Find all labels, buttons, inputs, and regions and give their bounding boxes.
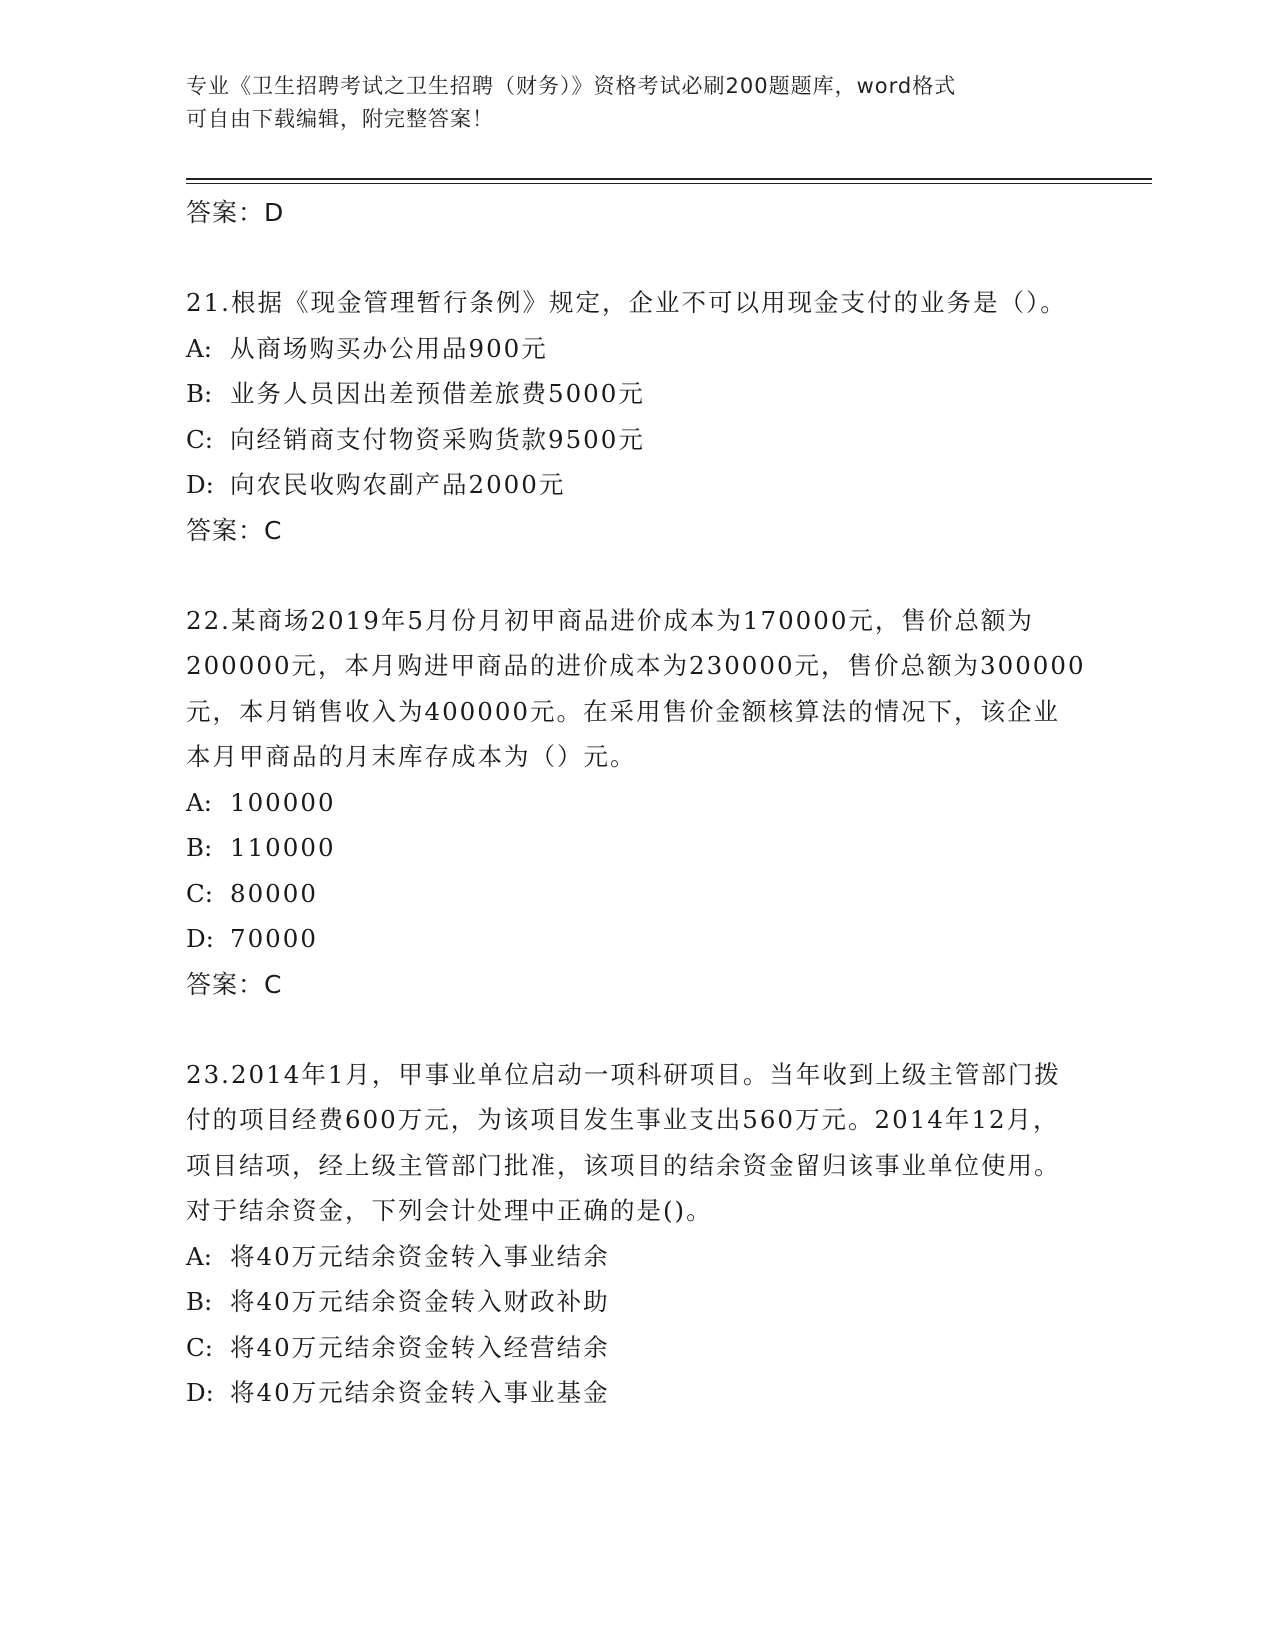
option-b (186, 1279, 1086, 1325)
option-text: 业务人员因出差预借差旅费5000元 (230, 379, 645, 408)
option-text: 100000 (230, 787, 336, 817)
header-divider-thick (186, 178, 1152, 180)
option-b (186, 825, 1086, 871)
option-letter: A: (186, 1241, 212, 1271)
option-a (186, 326, 1086, 372)
option-text: 110000 (230, 833, 336, 862)
option-letter: C: (186, 424, 214, 454)
option-letter: A: (186, 333, 212, 363)
option-text: 将40万元结余资金转入经营结余 (230, 1332, 610, 1362)
header-divider-thin (186, 183, 1152, 184)
option-text: 向经销商支付物资采购货款9500元 (230, 424, 645, 454)
option-c (186, 1325, 1086, 1371)
option-c (186, 871, 1086, 917)
option-text: 将40万元结余资金转入财政补助 (230, 1287, 610, 1316)
answer-21: 答案：C (186, 515, 283, 545)
page-content (186, 190, 1086, 1416)
option-letter: D: (186, 924, 214, 953)
option-text: 将40万元结余资金转入事业结余 (230, 1241, 610, 1271)
header-title-line-1: 专业《卫生招聘考试之卫生招聘（财务）》资格考试必刷200题题库，word格式 (186, 74, 957, 98)
option-letter: A: (186, 787, 212, 817)
option-a (186, 780, 1086, 826)
option-b (186, 371, 1086, 417)
option-letter: C: (186, 878, 214, 908)
question-23 (186, 1052, 1086, 1416)
option-d (186, 1370, 1086, 1416)
option-letter: B: (186, 379, 213, 408)
option-text: 从商场购买办公用品900元 (230, 333, 548, 363)
previous-answer: 答案：D (186, 198, 285, 227)
question-stem: 23.2014年1月，甲事业单位启动一项科研项目。当年收到上级主管部门拨付的项目经费600万元，为该项目发生事业支出560万元。2014年12月，项目结项，经上级主管部门批准，该项目的结余资金留归该事业单位使用。对于结余资金，下列会计处理中正确的是()。 (186, 1059, 1061, 1225)
header-title-line-2: 可自由下载编辑，附完整答案！ (186, 107, 494, 131)
question-21 (186, 280, 1086, 554)
option-c (186, 417, 1086, 463)
option-letter: C: (186, 1332, 214, 1362)
option-text: 80000 (230, 878, 318, 908)
document-header (186, 70, 1086, 136)
option-a (186, 1234, 1086, 1280)
option-d (186, 462, 1086, 508)
option-letter: B: (186, 833, 213, 862)
answer-22: 答案：C (186, 969, 283, 999)
option-letter: D: (186, 1378, 214, 1407)
option-d (186, 916, 1086, 962)
option-text: 70000 (230, 924, 318, 953)
option-text: 向农民收购农副产品2000元 (230, 470, 566, 499)
option-text: 将40万元结余资金转入事业基金 (230, 1378, 610, 1407)
question-stem: 22.某商场2019年5月份月初甲商品进价成本为170000元，售价总额为200000元，本月购进甲商品的进价成本为230000元，售价总额为300000元，本月销售收入为400000元。在采用售价金额核算法的情况下，该企业本月甲商品的月末库存成本为（）元。 (186, 605, 1086, 771)
option-letter: D: (186, 470, 214, 499)
question-stem: 21.根据《现金管理暂行条例》规定，企业不可以用现金支付的业务是（）。 (186, 288, 1067, 317)
question-22 (186, 598, 1086, 1008)
option-letter: B: (186, 1287, 213, 1316)
